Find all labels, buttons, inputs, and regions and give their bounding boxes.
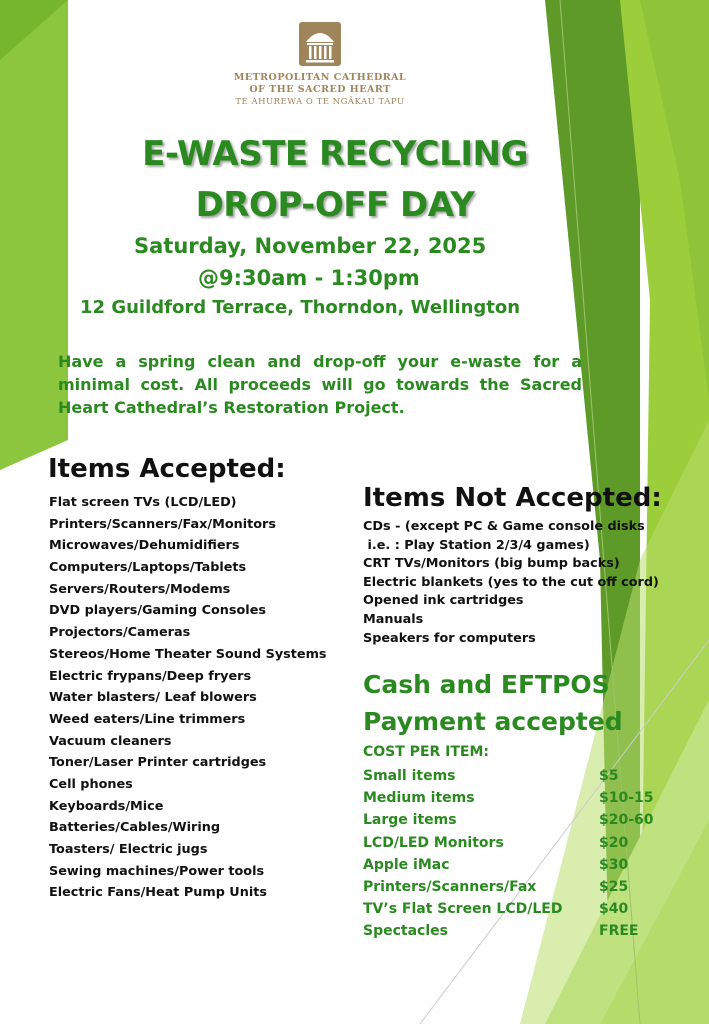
accepted-item: Electric frypans/Deep fryers [49,668,252,684]
price-row [363,898,663,920]
price-row [363,765,663,787]
price-row [363,809,663,831]
payment-heading-line-2: Payment accepted [363,707,623,736]
not-accepted-list [363,518,659,648]
price-item-name: TV’s Flat Screen LCD/LED [363,901,563,918]
cathedral-icon [299,22,341,66]
accepted-item: Microwaves/Dehumidifiers [49,538,240,554]
not-accepted-item: CDs - (except PC & Game console disks [363,519,645,534]
not-accepted-item: Electric blankets (yes to the cut off cord) [363,574,659,590]
price-item-name: Spectacles [363,923,448,940]
accepted-item: Projectors/Cameras [49,625,191,641]
logo-line-2: OF THE SACRED HEART [249,84,391,95]
accepted-item: Toasters/ Electric jugs [49,842,208,857]
event-date: Saturday, November 22, 2025 [134,234,487,258]
not-accepted-item: i.e. : Play Station 2/3/4 games) [363,537,590,553]
logo-line-1: METROPOLITAN CATHEDRAL [233,72,407,83]
accepted-heading: Items Accepted: [48,454,286,484]
not-accepted-item: Opened ink cartridges [363,593,524,609]
not-accepted-heading: Items Not Accepted: [363,483,662,513]
price-value: FREE [599,923,639,940]
title-line-2: DROP-OFF DAY [195,185,475,225]
accepted-item: Toner/Laser Printer cartridges [49,755,267,771]
title-line-1: E-WASTE RECYCLING [142,134,528,174]
accepted-item: Computers/Laptops/Tablets [49,560,247,576]
price-value: $20-60 [599,812,654,829]
accepted-item: Sewing machines/Power tools [49,863,265,879]
accepted-item: Stereos/Home Theater Sound Systems [49,646,327,662]
not-accepted-item: CRT TVs/Monitors (big bump backs) [363,556,620,572]
price-value: $30 [599,856,629,873]
accepted-item: Vacuum cleaners [49,733,172,749]
accepted-item: Printers/Scanners/Fax/Monitors [49,516,276,532]
price-value: $40 [599,901,629,918]
accepted-item: Weed eaters/Line trimmers [49,711,246,727]
logo-line-3: TE AHUREWA O TE NGĀKAU TAPU [235,97,405,107]
price-value: $5 [599,768,619,784]
price-row [363,832,663,854]
price-list [363,765,663,943]
accepted-item: Batteries/Cables/Wiring [49,820,220,836]
accepted-item: Water blasters/ Leaf blowers [49,690,257,706]
price-item-name: Small items [363,768,456,784]
price-item-name: Printers/Scanners/Fax [363,878,537,895]
accepted-item: Electric Fans/Heat Pump Units [49,885,267,901]
cost-per-item-heading: COST PER ITEM: [363,744,490,760]
accepted-item: Servers/Routers/Modems [49,581,231,597]
event-time: @9:30am - 1:30pm [198,266,420,290]
cathedral-logo [230,22,410,108]
price-item-name: Medium items [363,790,475,807]
accepted-item: Keyboards/Mice [49,798,164,814]
intro-paragraph: Have a spring clean and drop-off your e-waste for a minimal cost. All proceeds will go towards the Sacred Heart Cathedral’s Restoration Project. [58,352,582,417]
not-accepted-item: Speakers for computers [363,630,536,646]
price-value: $10-15 [599,790,654,807]
accepted-item: Cell phones [49,776,133,792]
price-row [363,876,663,898]
price-row [363,854,663,876]
payment-heading-line-1: Cash and EFTPOS [363,670,610,699]
price-item-name: Apple iMac [363,856,450,873]
price-value: $25 [599,878,629,895]
accepted-item: Flat screen TVs (LCD/LED) [49,495,237,510]
price-item-name: Large items [363,812,457,829]
price-item-name: LCD/LED Monitors [363,834,504,851]
price-row [363,920,663,942]
accepted-item: DVD players/Gaming Consoles [49,603,266,619]
accepted-list [49,492,327,904]
event-address: 12 Guildford Terrace, Thorndon, Wellington [80,297,521,318]
price-row [363,787,663,809]
price-value: $20 [599,834,629,851]
not-accepted-item: Manuals [363,611,424,627]
